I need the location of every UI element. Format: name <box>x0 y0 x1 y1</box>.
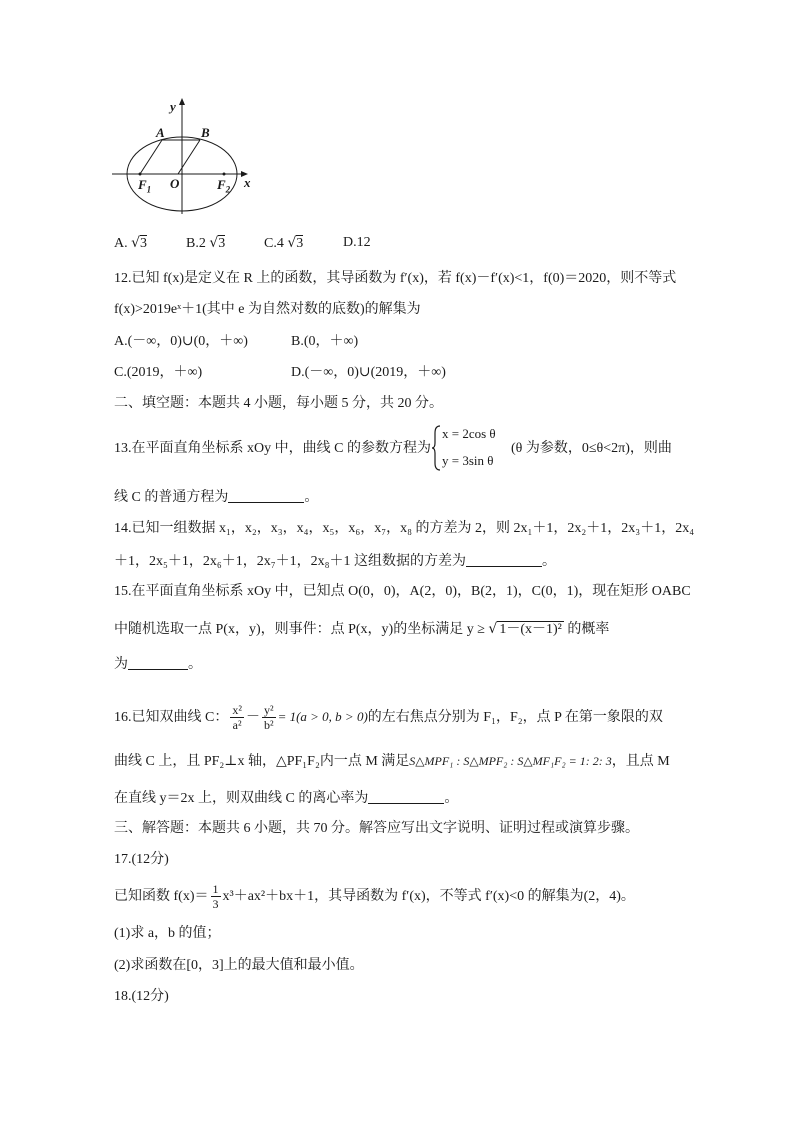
label-x: x <box>244 175 251 190</box>
q12-line2: f(x)>2019eˣ＋1(其中 e 为自然对数的底数)的解集为 <box>114 302 421 317</box>
q14-line2: ＋1，2x₅＋1，2x₆＋1，2x₇＋1，2x₈＋1 这组数据的方差为 。 <box>114 554 557 569</box>
section-3-heading: 三、解答题：本题共 6 小题，共 70 分。解答应写出文字说明、证明过程或演算步骤。 <box>114 821 639 836</box>
q13-brace <box>432 425 442 471</box>
q17-statement: 已知函数 f(x)＝ $\frac{1}{3}$ x³＋ax²＋bx＋1，其导函数为 f′(x)，不等式 f′(x)<0 的解集为(2，4)。 <box>114 882 635 912</box>
q12-option-c: C.(2019，＋∞) <box>114 365 203 380</box>
q11-option-a: A. √3 <box>114 235 148 251</box>
q16-frac-x: $\frac{\text{x²}}{\text{a²}}$ <box>232 703 242 733</box>
q12-line1: 12.已知 f(x)是定义在 R 上的函数，其导函数为 f′(x)，若 f(x)－f′(x)<1，f(0)＝2020，则不等式 <box>114 271 677 286</box>
label-b: B <box>201 125 210 140</box>
y-axis-arrow <box>179 98 185 105</box>
q12-option-d: D.(－∞，0)∪(2019，＋∞) <box>291 365 446 380</box>
q11-option-d: D.12 <box>343 235 371 250</box>
q16-line3: 在直线 y＝2x 上，则双曲线 C 的离心率为 。 <box>114 791 459 806</box>
segment-f1a <box>140 140 162 174</box>
q16-frac-y: $\frac{\text{y²}}{\text{b²}}$ <box>263 703 274 733</box>
ellipse-figure <box>110 96 260 226</box>
q13-line2: 线 C 的普通方程为 。 <box>114 490 319 505</box>
q15-answer-blank[interactable] <box>128 655 188 670</box>
q13-eq1: x = 2cos θ <box>442 426 496 441</box>
q13-answer-blank[interactable] <box>228 488 304 503</box>
q14-line1: 14.已知一组数据 x₁，x₂，x₃，x₄，x₅，x₆，x₇，x₈ 的方差为 2，则 2x₁＋1，2x₂＋1，2x₃＋1，2x₄ <box>114 521 695 536</box>
q15-line2: 中随机选取一点 P(x，y)，则事件：点 P(x，y)的坐标满足 y ≥ √ 1－(x－1)² 的概率 <box>114 621 610 637</box>
ellipse-diagram <box>110 96 260 221</box>
label-f1: $F_1$ <box>138 177 152 195</box>
label-y: y <box>170 99 176 114</box>
q13-eq2: y = 3sin θ <box>442 453 494 468</box>
q18-heading: 18.(12分) <box>114 989 169 1004</box>
q17-sub1: (1)求 a，b 的值； <box>114 926 221 941</box>
q13-post: (θ 为参数，0≤θ<2π)，则曲 <box>511 441 672 456</box>
section-2-heading: 二、填空题：本题共 4 小题，每小题 5 分，共 20 分。 <box>114 396 443 411</box>
q16-answer-blank[interactable] <box>368 789 444 804</box>
q12-option-a: A.(－∞，0)∪(0，＋∞) <box>114 334 248 349</box>
q11-option-c: C.4 √3 <box>264 235 304 251</box>
label-a: A <box>156 125 165 140</box>
q11-option-b: B.2 √3 <box>186 235 226 251</box>
q15-line1: 15.在平面直角坐标系 xOy 中，已知点 O(0，0)，A(2，0)，B(2，1)，C(0，1)，现在矩形 OABC <box>114 584 691 599</box>
q16-line2: 曲线 C 上，且 PF₂⊥x 轴，△PF₁F₂内一点 M 满足S△MPF₁ : S△MPF₂ : S△MF₁F₂ = 1: 2: 3，且点 M <box>114 754 670 769</box>
q15-line3: 为 。 <box>114 657 202 672</box>
q17-frac: $\frac{1}{3}$ <box>212 882 219 912</box>
q17-sub2: (2)求函数在[0，3]上的最大值和最小值。 <box>114 958 364 973</box>
q12-option-b: B.(0，＋∞) <box>291 334 359 349</box>
label-o: O <box>170 176 180 191</box>
q17-heading: 17.(12分) <box>114 852 169 867</box>
q16-line1: 16.已知双曲线 C： $\frac{\text{x²}}{\text{a²}}$ － $\frac{\text{y²}}{\text{b²}}$ = 1(a > 0, b > 0)的左右焦点分别为 F₁，F₂，点 P 在第一象限的双 <box>114 703 663 733</box>
q13-pre: 13.在平面直角坐标系 xOy 中，曲线 C 的参数方程为 <box>114 441 431 456</box>
segment-ob <box>178 140 200 174</box>
segment-hidden <box>200 140 222 174</box>
label-f2: $F_2$ <box>217 177 231 195</box>
q14-answer-blank[interactable] <box>466 552 542 567</box>
